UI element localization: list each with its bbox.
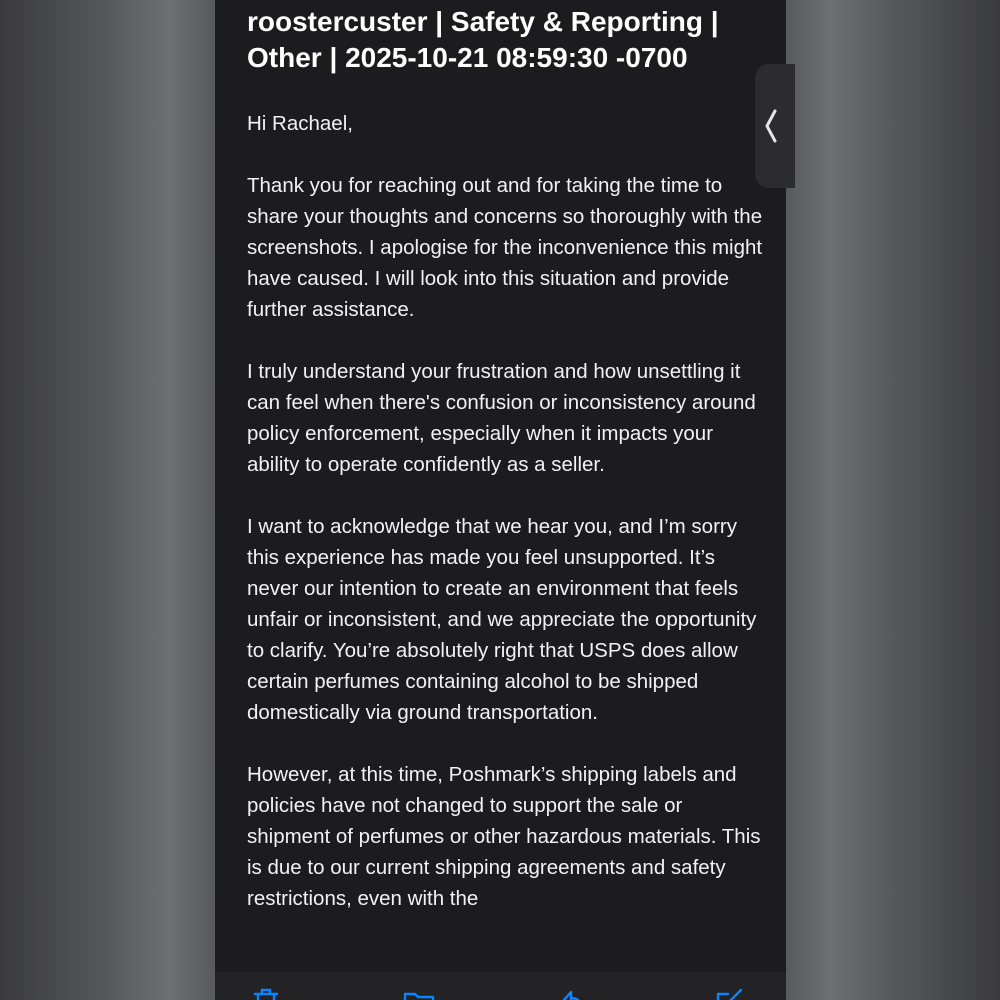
folder-icon[interactable] (403, 988, 435, 1000)
side-panel-handle[interactable] (755, 64, 795, 188)
email-body (247, 108, 767, 945)
mail-message-view (215, 0, 786, 1000)
reply-icon[interactable] (561, 988, 585, 1000)
email-paragraph-1: Thank you for reaching out and for taking the time to share your thoughts and concerns so thoroughly with the screenshots. I apologise for the inconvenience this might have caused. I will look into this situation and provide further assistance. (247, 174, 763, 321)
email-greeting: Hi Rachael, (247, 112, 353, 135)
trash-icon[interactable] (253, 988, 279, 1000)
email-paragraph-4: However, at this time, Poshmark’s shipping labels and policies have not changed to support the sale or shipment of perfumes or other hazardous materials. This is due to our current shipping agreements and safety restrictions, even with the (247, 763, 761, 910)
email-subject: roostercuster | Safety & Reporting | Other | 2025-10-21 08:59:30 -0700 (247, 6, 719, 73)
email-paragraph-2: I truly understand your frustration and how unsettling it can feel when there's confusion or inconsistency around policy enforcement, especially when it impacts your ability to operate confidently as a seller. (247, 360, 756, 476)
email-paragraph-3: I want to acknowledge that we hear you, and I’m sorry this experience has made you feel unsupported. It’s never our intention to create an environment that feels unfair or inconsistent, and we appreciate the opportunity to clarify. You’re absolutely right that USPS does allow certain perfumes containing alcohol to be shipped domestically via ground transportation. (247, 515, 757, 724)
compose-icon[interactable] (715, 988, 745, 1000)
bottom-toolbar (215, 972, 786, 1000)
chevron-left-icon (763, 108, 779, 144)
